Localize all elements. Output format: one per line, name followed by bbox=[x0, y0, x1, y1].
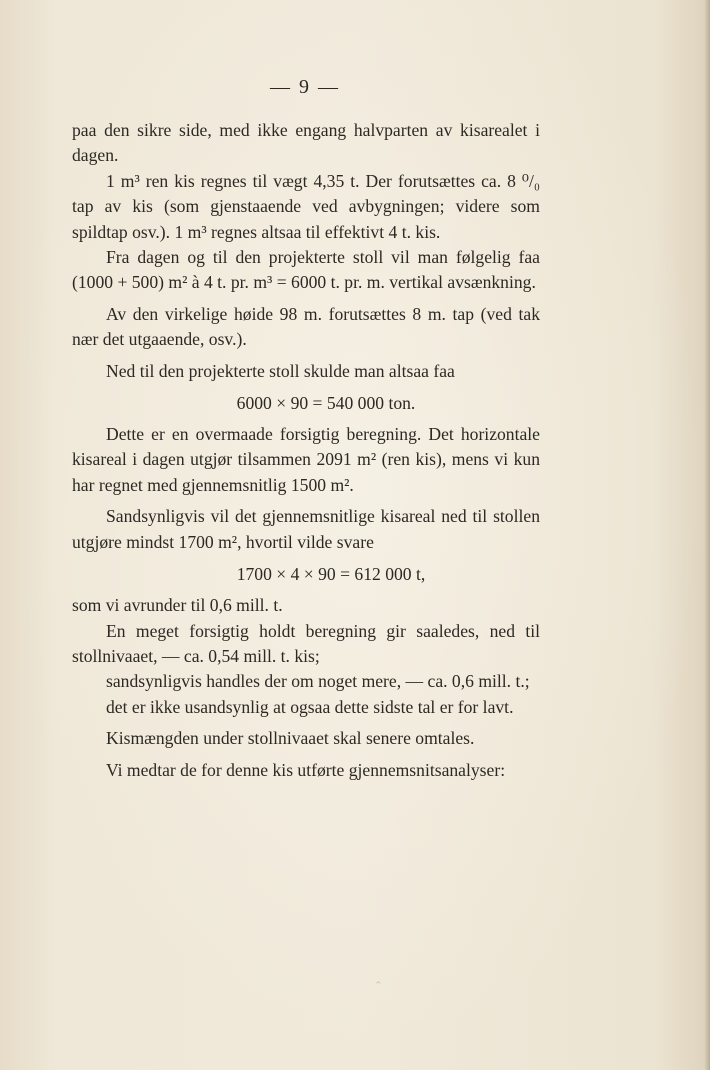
paragraph-not-unlikely: det er ikke usandsynlig at ogsaa dette sidste tal er for lavt. bbox=[106, 696, 514, 717]
paragraph-rounding: som vi avrunder til 0,6 mill. t. bbox=[72, 595, 283, 616]
paragraph-probably-more: sandsynligvis handles der om noget mere, — ca. 0,6 mill. t.; bbox=[106, 671, 530, 692]
equation-total-tons: 6000 × 90 = 540 000 ton. bbox=[236, 393, 416, 414]
body-text bbox=[72, 118, 540, 783]
paragraph-careful-estimate: En meget forsigtig holdt beregning gir saaledes, ned til stollnivaaet, — ca. 0,54 mill. t. kis; bbox=[72, 620, 540, 666]
equation-probable-total: 1700 × 4 × 90 = 612 000 t, bbox=[236, 564, 426, 585]
paragraph-analyses-intro: Vi medtar de for denne kis utførte gjennemsnitsanalyser: bbox=[106, 759, 506, 780]
paragraph-conservative-estimate: Dette er en overmaade forsigtig beregning. Det horizontale kisareal i dagen utgjør tilsammen 2091 m² (ren kis), mens vi kun har regnet med gjennemsnitlig 1500 m². bbox=[72, 424, 540, 495]
paragraph-below-stoll: Kismængden under stollnivaaet skal senere omtales. bbox=[106, 728, 475, 749]
paragraph-probable-area: Sandsynligvis vil det gjennemsnitlige kisareal ned til stollen utgjøre mindst 1700 m², hvortil vilde svare bbox=[72, 506, 540, 552]
paragraph-height-loss: Av den virkelige høide 98 m. forutsættes 8 m. tap (ved tak nær det utgaaende, osv.). bbox=[72, 303, 540, 350]
paragraph-to-stoll: Ned til den projekterte stoll skulde man altsaa faa bbox=[106, 360, 455, 381]
paragraph-vertical-yield: Fra dagen og til den projekterte stoll vil man følgelig faa (1000 + 500) m² à 4 t. pr. m³ = 6000 t. pr. m. vertikal avsænkning. bbox=[72, 247, 540, 293]
paragraph-kis-weight: 1 m³ ren kis regnes til vægt 4,35 t. Der forutsættes ca. 8 ⁰/₀ tap av kis (som gjenstaaende ved avbygningen; videre som spildtap osv.). 1 m³ regnes altsaa til effektivt 4 t. kis. bbox=[72, 170, 540, 242]
paragraph-continuation: paa den sikre side, med ikke engang halvparten av kisarealet i dagen. bbox=[72, 120, 540, 166]
ink-smudge-mark: ˆ bbox=[376, 980, 381, 995]
page-number: — 9 — bbox=[270, 76, 340, 98]
page-edge-shadow bbox=[704, 0, 710, 1070]
